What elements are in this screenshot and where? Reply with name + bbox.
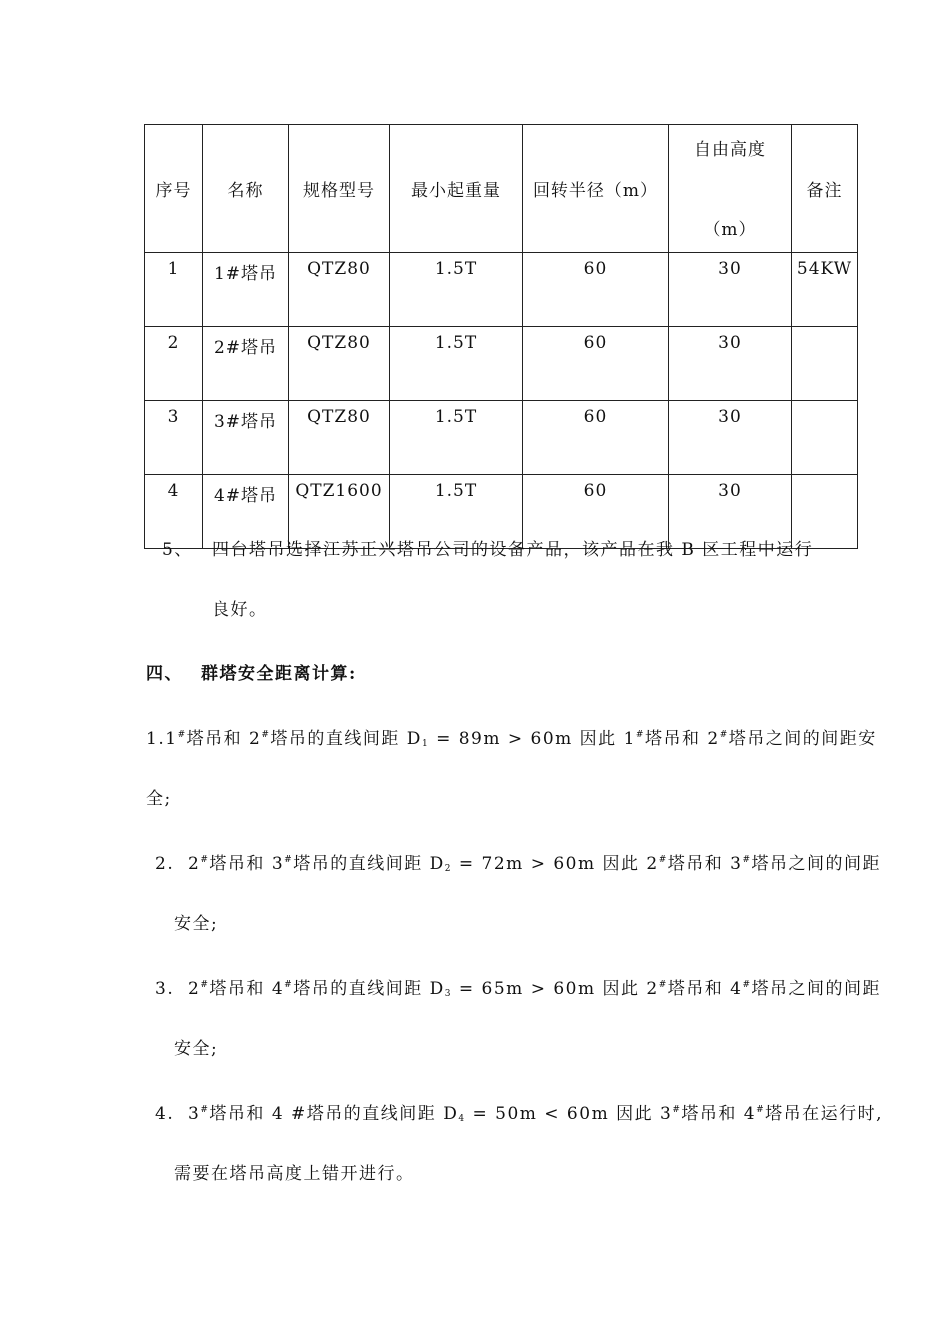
- table-row: [145, 253, 858, 327]
- tower-crane-table: [144, 124, 858, 549]
- hash-mark: #: [200, 980, 210, 990]
- crane-number: 2: [188, 854, 201, 874]
- calc-number: 2.: [155, 854, 175, 874]
- calc-text: 塔吊和 2: [186, 729, 262, 749]
- table-cell: QTZ80: [289, 401, 390, 475]
- item5-number: 5、: [162, 540, 193, 560]
- calc-text: 塔吊之间的间距安: [728, 729, 877, 749]
- table-cell: 60: [523, 475, 669, 549]
- calc-line-1: [146, 724, 877, 749]
- calc-line-3-cont: 安全;: [174, 1039, 219, 1059]
- table-cell: 30: [669, 327, 792, 401]
- calc-text: 塔吊和 4 #: [209, 1104, 307, 1124]
- calc-line-4-cont: 需要在塔吊高度上错开进行。: [174, 1164, 415, 1184]
- table-cell: 2: [145, 327, 203, 401]
- distance-subscript: 4: [458, 1114, 466, 1124]
- calc-text: 塔吊和 4: [667, 979, 743, 999]
- table-cell: QTZ80: [289, 253, 390, 327]
- table-cell: 60: [523, 401, 669, 475]
- table-cell: 3: [145, 401, 203, 475]
- table-cell: 1.5T: [390, 327, 523, 401]
- hash-mark: #: [658, 980, 668, 990]
- calc-text: 塔吊的直线间距 D: [270, 729, 422, 749]
- distance-subscript: 3: [444, 989, 452, 999]
- table-cell: 30: [669, 253, 792, 327]
- hash-mark: #: [200, 855, 210, 865]
- calc-text: = 72m > 60m 因此 2: [451, 854, 659, 874]
- table-cell: 1: [145, 253, 203, 327]
- hash-mark: #: [635, 730, 645, 740]
- table-cell: QTZ80: [289, 327, 390, 401]
- item5-line1: 四台塔吊选择江苏正兴塔吊公司的设备产品，该产品在我 B 区工程中运行: [212, 540, 814, 560]
- calc-text: = 89m > 60m 因此 1: [429, 729, 636, 749]
- hash-mark: #: [742, 980, 752, 990]
- header-cell: 规格型号: [289, 125, 390, 253]
- calc-text: 塔吊和 4: [681, 1104, 757, 1124]
- calc-text: 塔吊的直线间距 D: [306, 1104, 459, 1124]
- calc-text: = 50m < 60m 因此 3: [465, 1104, 673, 1124]
- table-row: [145, 401, 858, 475]
- calc-line-2-cont: 安全;: [174, 914, 219, 934]
- section4-title: 群塔安全距离计算:: [201, 664, 357, 684]
- table-cell: 1.5T: [390, 253, 523, 327]
- hash-mark: #: [261, 730, 271, 740]
- hash-mark: #: [200, 1105, 210, 1115]
- table-cell: 3#塔吊: [203, 401, 289, 475]
- calc-text: 塔吊和 2: [644, 729, 720, 749]
- table-cell: 1.5T: [390, 401, 523, 475]
- header-text: 自由高度: [694, 140, 766, 160]
- hash-mark: #: [658, 855, 668, 865]
- calc-text: 塔吊和 3: [209, 854, 285, 874]
- item5-line2: 良好。: [212, 600, 268, 620]
- calc-number: 3.: [155, 979, 175, 999]
- calc-text: 塔吊的直线间距 D: [293, 854, 445, 874]
- hash-mark: #: [719, 730, 729, 740]
- calc-text: 塔吊的直线间距 D: [293, 979, 445, 999]
- calc-line-1-cont: 全;: [146, 789, 172, 809]
- section4-number: 四、: [146, 664, 183, 684]
- table-row: [145, 327, 858, 401]
- table-cell: 1.5T: [390, 475, 523, 549]
- hash-mark: #: [742, 855, 752, 865]
- header-cell: 备注: [792, 125, 858, 253]
- calc-text: = 65m > 60m 因此 2: [451, 979, 659, 999]
- hash-mark: #: [284, 855, 294, 865]
- table-cell: QTZ1600: [289, 475, 390, 549]
- calc-line-2: [155, 849, 881, 874]
- header-cell: 名称: [203, 125, 289, 253]
- table-cell: 30: [669, 475, 792, 549]
- distance-subscript: 2: [444, 864, 452, 874]
- crane-number: 1: [165, 729, 178, 749]
- hash-mark: #: [672, 1105, 682, 1115]
- table-cell: 60: [523, 253, 669, 327]
- table-cell: 2#塔吊: [203, 327, 289, 401]
- calc-text: 塔吊和 4: [209, 979, 285, 999]
- header-cell: 序号: [145, 125, 203, 253]
- calc-line-4: [155, 1099, 883, 1124]
- table-cell: 30: [669, 401, 792, 475]
- header-cell-height: [669, 125, 792, 253]
- crane-number: 3: [188, 1104, 201, 1124]
- hash-mark: #: [284, 980, 294, 990]
- table-header-row: [145, 125, 858, 253]
- calc-text: 塔吊和 3: [667, 854, 743, 874]
- hash-mark: #: [756, 1105, 766, 1115]
- hash-mark: #: [177, 730, 187, 740]
- distance-subscript: 1: [421, 739, 430, 749]
- calc-text: 塔吊之间的间距: [751, 854, 882, 874]
- table-cell: 4#塔吊: [203, 475, 289, 549]
- calc-text: 塔吊之间的间距: [751, 979, 882, 999]
- table-cell: [792, 327, 858, 401]
- calc-line-3: [155, 974, 881, 999]
- header-text: （m）: [703, 220, 757, 240]
- crane-number: 2: [188, 979, 201, 999]
- table-cell: [792, 401, 858, 475]
- calc-number: 4.: [155, 1104, 175, 1124]
- table-cell: 54KW: [792, 253, 858, 327]
- header-cell: 回转半径（m）: [523, 125, 669, 253]
- table-cell: 4: [145, 475, 203, 549]
- calc-text: 塔吊在运行时,: [765, 1104, 884, 1124]
- header-cell: 最小起重量: [390, 125, 523, 253]
- table-cell: 1#塔吊: [203, 253, 289, 327]
- table-cell: 60: [523, 327, 669, 401]
- calc-number: 1.: [146, 729, 166, 749]
